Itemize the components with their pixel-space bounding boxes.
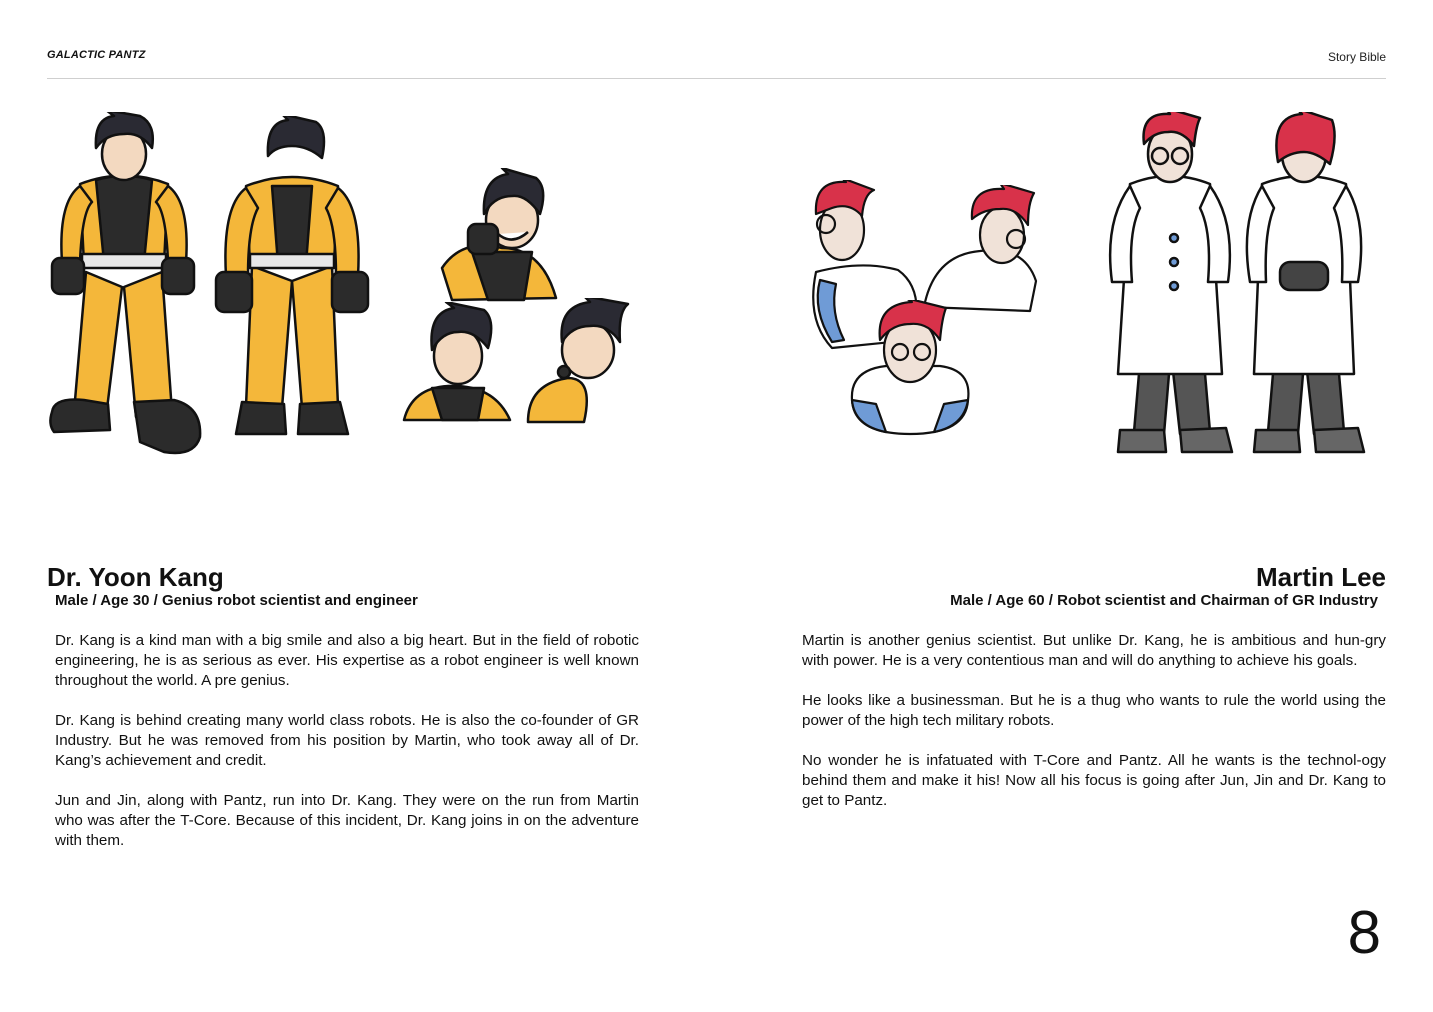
bio-paragraph: He looks like a businessman. But he is a thug who wants to rule the world using the power of the high tech military robots. [802, 692, 1386, 729]
kang-front-view [44, 112, 204, 462]
character-name-kang: Dr. Yoon Kang [47, 562, 224, 592]
bio-paragraph: Dr. Kang is a kind man with a big smile and also a big heart. But in the field of robotic engineering, he is as serious as ever. His expertise as a robot engineer is well known throughout the world. A pre genius. [55, 632, 639, 689]
header-divider [47, 78, 1386, 79]
character-subtitle-kang: Male / Age 30 / Genius robot scientist and engineer [55, 592, 418, 609]
character-name-martin: Martin Lee [1255, 562, 1386, 592]
character-bio-martin [802, 631, 1386, 831]
martin-head-front [846, 300, 976, 436]
page-number: 8 [1347, 899, 1381, 966]
bio-paragraph: Dr. Kang is behind creating many world class robots. He is also the co-founder of GR Industry. But he was removed from his position by Martin, who took away all of Dr. Kang’s achievement and credit. [55, 712, 639, 769]
kang-expression-worried [524, 298, 632, 430]
martin-head-right [920, 185, 1040, 315]
martin-back-view [1234, 112, 1374, 462]
character-subtitle-martin: Male / Age 60 / Robot scientist and Chairman of GR Industry [950, 592, 1378, 609]
martin-front-view [1100, 112, 1240, 462]
bio-paragraph: No wonder he is infatuated with T-Core and Pantz. All he wants is the technol-ogy behind them and make it his! Now all his focus is going after Jun, Jin and Dr. Kang to get to Pantz. [802, 752, 1386, 809]
document-type-label: Story Bible [1327, 50, 1386, 64]
bio-paragraph: Martin is another genius scientist. But unlike Dr. Kang, he is ambitious and hun-gry with power. He is a very contentious man and will do anything to achieve his goals. [802, 632, 1386, 669]
bio-paragraph: Jun and Jin, along with Pantz, run into Dr. Kang. They were on the run from Martin who was after the T-Core. Because of this incident, Dr. Kang joins in on the adventure with them. [55, 792, 639, 849]
kang-expression-grin [432, 168, 562, 303]
kang-back-view [212, 116, 372, 446]
brand-logo: GALACTIC PANTZ [47, 49, 146, 61]
kang-expression-side [398, 302, 518, 424]
character-bio-kang [55, 631, 639, 871]
